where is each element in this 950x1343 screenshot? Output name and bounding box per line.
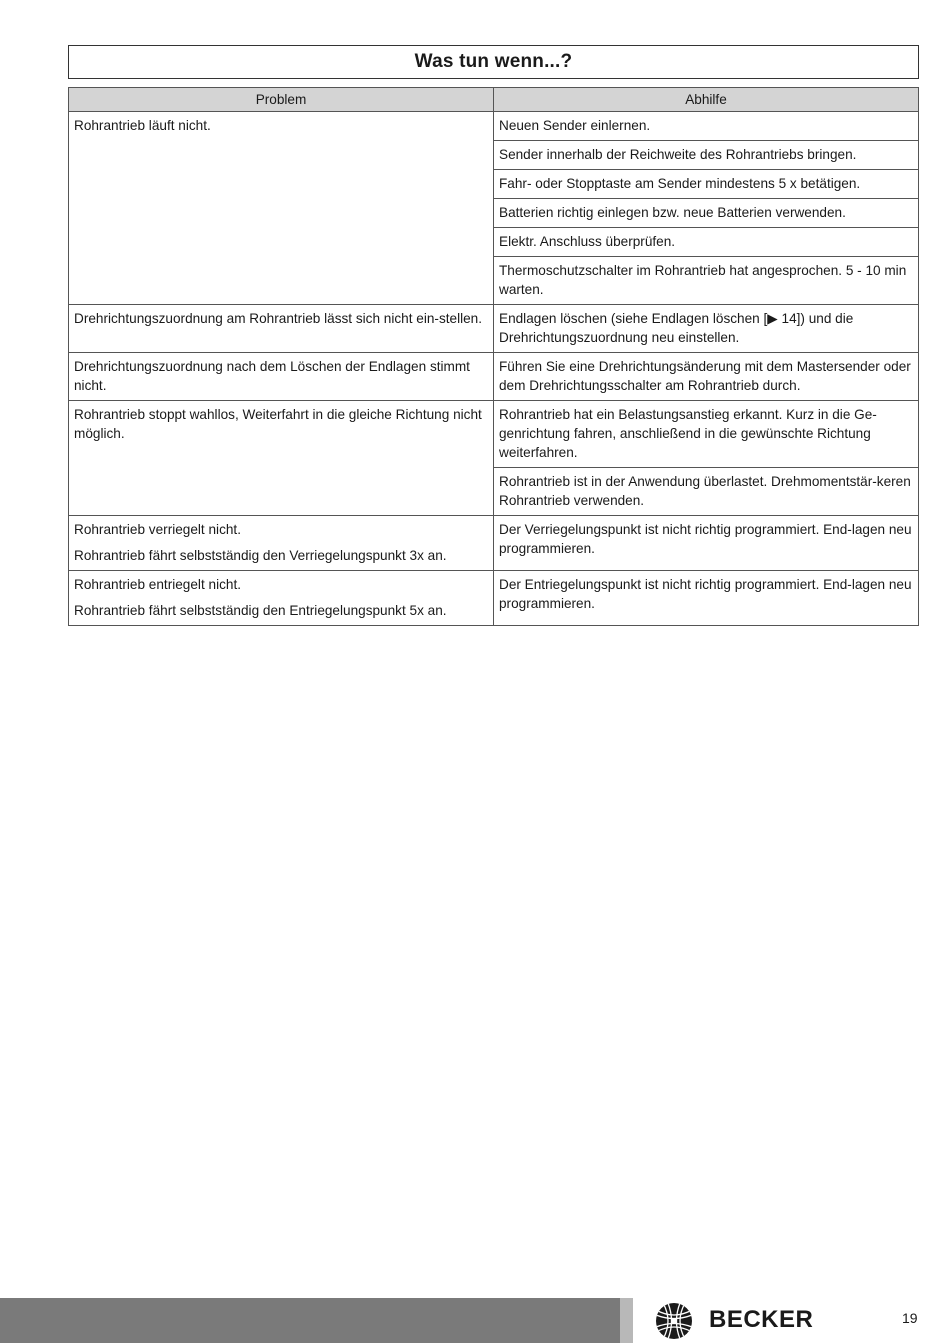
remedy-cell: Elektr. Anschluss überprüfen. (494, 228, 919, 257)
page-title: Was tun wenn...? (68, 45, 919, 79)
problem-text: Rohrantrieb fährt selbstständig den Verriegelungspunkt 3x an. (74, 548, 447, 563)
problem-cell (69, 516, 494, 571)
problem-text: Rohrantrieb verriegelt nicht. (74, 522, 241, 537)
table-row (69, 353, 919, 401)
problem-cell (69, 112, 494, 305)
problem-cell (69, 571, 494, 626)
remedy-cell: Sender innerhalb der Reichweite des Rohrantriebs bringen. (494, 141, 919, 170)
table-row (69, 112, 919, 141)
remedy-cell: Rohrantrieb hat ein Belastungsanstieg erkannt. Kurz in die Ge-genrichtung fahren, anschließend in die gewünschte Richtung weiterfahren. (494, 401, 919, 468)
problem-cell (69, 401, 494, 516)
becker-logo-icon (655, 1302, 693, 1340)
remedy-cell: Fahr- oder Stopptaste am Sender mindestens 5 x betätigen. (494, 170, 919, 199)
column-header-remedy: Abhilfe (494, 88, 919, 112)
remedy-cell: Batterien richtig einlegen bzw. neue Batterien verwenden. (494, 199, 919, 228)
problem-text: Drehrichtungszuordnung am Rohrantrieb lässt sich nicht ein-stellen. (74, 311, 483, 326)
problem-text: Rohrantrieb stoppt wahllos, Weiterfahrt in die gleiche Richtung nicht möglich. (74, 407, 482, 441)
remedy-cell: Endlagen löschen (siehe Endlagen löschen [▶ 14]) und die Drehrichtungszuordnung neu einstellen. (494, 305, 919, 353)
remedy-cell: Der Entriegelungspunkt ist nicht richtig programmiert. End-lagen neu programmieren. (494, 571, 919, 626)
problem-text: Rohrantrieb läuft nicht. (74, 118, 211, 133)
brand-name: BECKER (709, 1306, 814, 1333)
remedy-cell: Thermoschutzschalter im Rohrantrieb hat angesprochen. 5 - 10 min warten. (494, 257, 919, 305)
problem-text: Rohrantrieb entriegelt nicht. (74, 577, 241, 592)
table-row (69, 305, 919, 353)
table-header-row (69, 88, 919, 112)
remedy-cell: Neuen Sender einlernen. (494, 112, 919, 141)
table-row (69, 516, 919, 571)
table-body (69, 112, 919, 626)
page-number: 19 (902, 1310, 918, 1326)
remedy-cell: Führen Sie eine Drehrichtungsänderung mit dem Mastersender oder dem Drehrichtungsschalter am Rohrantrieb durch. (494, 353, 919, 401)
table-row (69, 571, 919, 626)
footer-bar (0, 1298, 620, 1343)
problem-cell (69, 353, 494, 401)
remedy-cell: Rohrantrieb ist in der Anwendung überlastet. Drehmomentstär-keren Rohrantrieb verwenden. (494, 468, 919, 516)
problem-cell (69, 305, 494, 353)
column-header-problem: Problem (69, 88, 494, 112)
problem-text: Drehrichtungszuordnung nach dem Löschen der Endlagen stimmt nicht. (74, 359, 470, 393)
problem-text: Rohrantrieb fährt selbstständig den Entriegelungspunkt 5x an. (74, 603, 447, 618)
remedy-cell: Der Verriegelungspunkt ist nicht richtig programmiert. End-lagen neu programmieren. (494, 516, 919, 571)
troubleshooting-table (68, 87, 919, 626)
footer-bar-accent (620, 1298, 633, 1343)
table-row (69, 401, 919, 468)
